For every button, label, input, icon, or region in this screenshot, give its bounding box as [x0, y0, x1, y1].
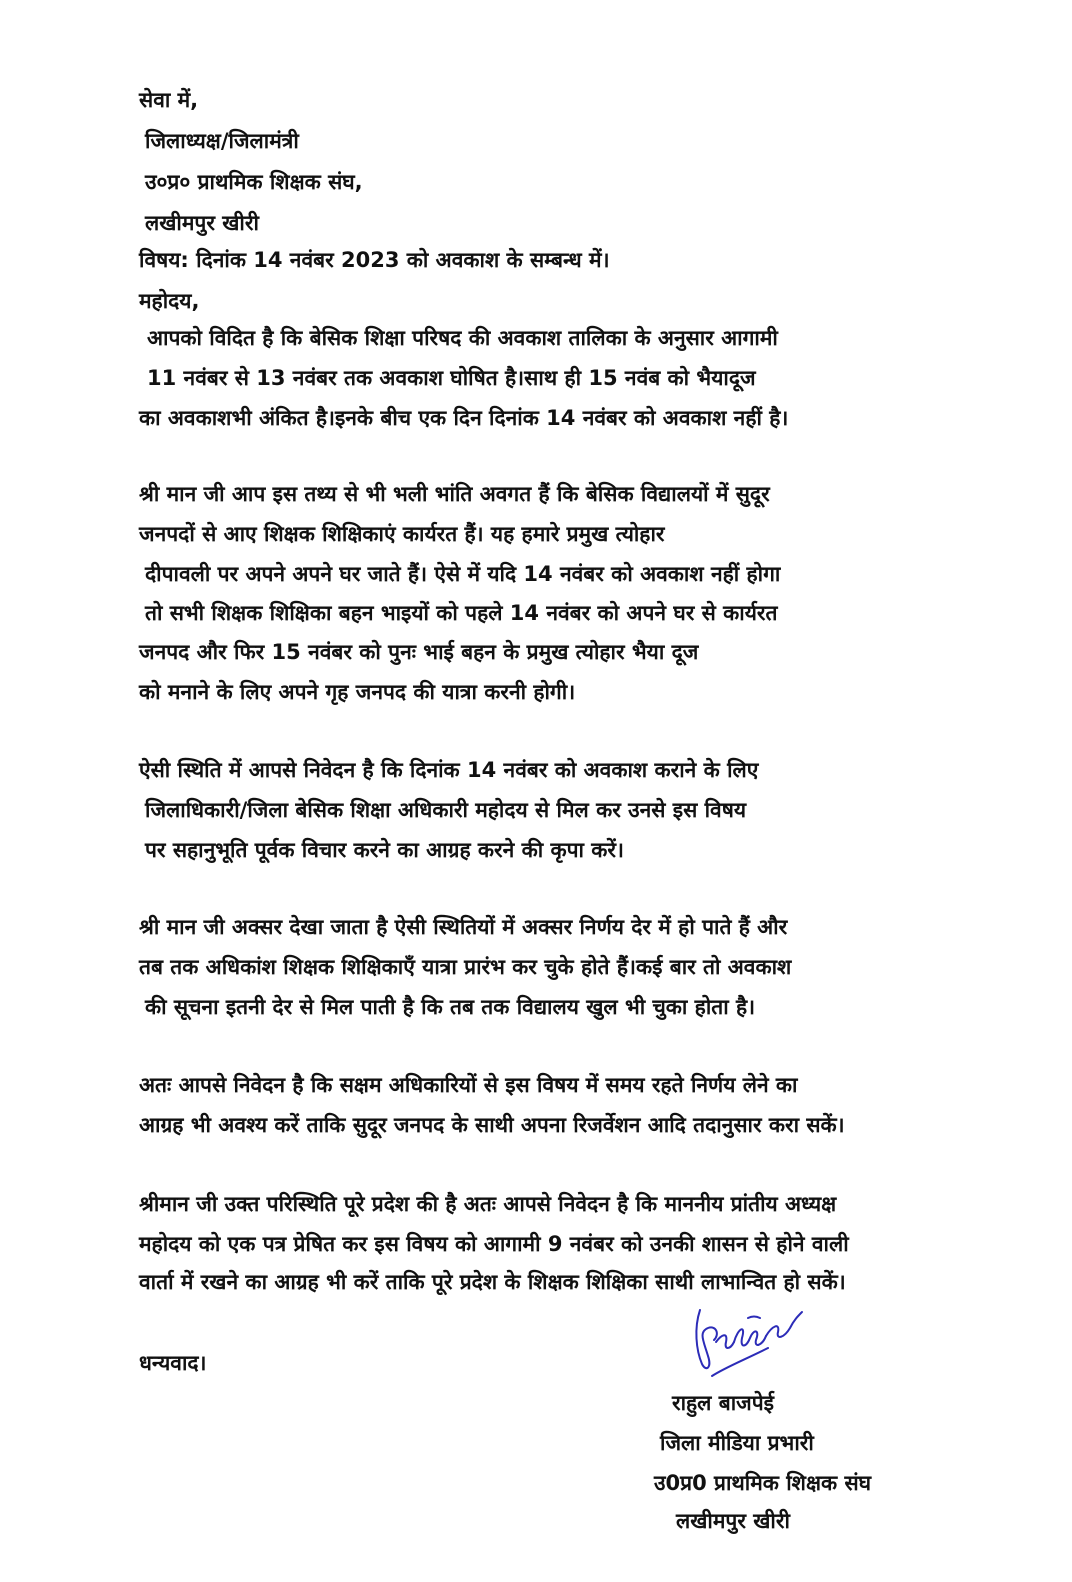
paragraph-4-line-3: की सूचना इतनी देर से मिल पाती है कि तब तक विद्यालय खुल भी चुका होता है।	[145, 995, 756, 1019]
paragraph-1-line-1: आपको विदित है कि बेसिक शिक्षा परिषद की अवकाश तालिका के अनुसार आगामी	[147, 326, 778, 350]
paragraph-6-line-3: वार्ता में रखने का आग्रह भी करें ताकि पूरे प्रदेश के शिक्षक शिक्षिका साथी लाभान्वित हो सकें।	[139, 1270, 846, 1294]
paragraph-3-line-1: ऐसी स्थिति में आपसे निवेदन है कि दिनांक 14 नवंबर को अवकाश कराने के लिए	[139, 758, 759, 782]
signature-icon	[686, 1298, 806, 1382]
paragraph-1-line-2: 11 नवंबर से 13 नवंबर तक अवकाश घोषित है।साथ ही 15 नवंब को भैयादूज	[147, 366, 756, 390]
recipient-line-4: लखीमपुर खीरी	[145, 211, 259, 235]
recipient-line-1: सेवा में,	[139, 88, 199, 112]
paragraph-6-line-1: श्रीमान जी उक्त परिस्थिति पूरे प्रदेश की है अतः आपसे निवेदन है कि माननीय प्रांतीय अध्यक्ष	[139, 1192, 837, 1216]
recipient-line-3: उ०प्र० प्राथमिक शिक्षक संघ,	[145, 170, 363, 194]
paragraph-2-line-6: को मनाने के लिए अपने गृह जनपद की यात्रा करनी होगी।	[139, 680, 576, 704]
paragraph-2-line-4: तो सभी शिक्षक शिक्षिका बहन भाइयों को पहले 14 नवंबर को अपने घर से कार्यरत	[145, 601, 778, 625]
paragraph-3-line-3: पर सहानुभूति पूर्वक विचार करने का आग्रह करने की कृपा करें।	[145, 838, 624, 862]
paragraph-3-line-2: जिलाधिकारी/जिला बेसिक शिक्षा अधिकारी महोदय से मिल कर उनसे इस विषय	[145, 798, 747, 822]
paragraph-6-line-2: महोदय को एक पत्र प्रेषित कर इस विषय को आगामी 9 नवंबर को उनकी शासन से होने वाली	[139, 1232, 849, 1256]
signatory-name: राहुल बाजपेई	[672, 1391, 774, 1415]
paragraph-1-line-3: का अवकाशभी अंकित है।इनके बीच एक दिन दिनांक 14 नवंबर को अवकाश नहीं है।	[139, 406, 789, 430]
recipient-line-2: जिलाध्यक्ष/जिलामंत्री	[145, 129, 299, 153]
paragraph-4-line-2: तब तक अधिकांश शिक्षक शिक्षिकाएँ यात्रा प्रारंभ कर चुके होते हैं।कई बार तो अवकाश	[139, 955, 792, 979]
subject-line: विषय: दिनांक 14 नवंबर 2023 को अवकाश के सम्बन्ध में।	[139, 248, 610, 272]
paragraph-2-line-1: श्री मान जी आप इस तथ्य से भी भली भांति अवगत हैं कि बेसिक विद्यालयों में सुदूर	[139, 482, 770, 506]
paragraph-2-line-5: जनपद और फिर 15 नवंबर को पुनः भाई बहन के प्रमुख त्योहार भैया दूज	[139, 640, 699, 664]
paragraph-2-line-2: जनपदों से आए शिक्षक शिक्षिकाएं कार्यरत हैं। यह हमारे प्रमुख त्योहार	[139, 522, 665, 546]
salutation: महोदय,	[139, 289, 200, 313]
signatory-location: लखीमपुर खीरी	[676, 1509, 790, 1533]
closing: धन्यवाद।	[139, 1351, 207, 1375]
signatory-designation: जिला मीडिया प्रभारी	[660, 1431, 814, 1455]
signatory-organization: उ0प्र0 प्राथमिक शिक्षक संघ	[654, 1471, 872, 1495]
paragraph-4-line-1: श्री मान जी अक्सर देखा जाता है ऐसी स्थितियों में अक्सर निर्णय देर में हो पाते हैं और	[139, 915, 788, 939]
paragraph-5-line-1: अतः आपसे निवेदन है कि सक्षम अधिकारियों से इस विषय में समय रहते निर्णय लेने का	[139, 1073, 798, 1097]
paragraph-5-line-2: आग्रह भी अवश्य करें ताकि सुदूर जनपद के साथी अपना रिजर्वेशन आदि तदानुसार करा सकें।	[139, 1113, 845, 1137]
paragraph-2-line-3: दीपावली पर अपने अपने घर जाते हैं। ऐसे में यदि 14 नवंबर को अवकाश नहीं होगा	[145, 562, 781, 586]
